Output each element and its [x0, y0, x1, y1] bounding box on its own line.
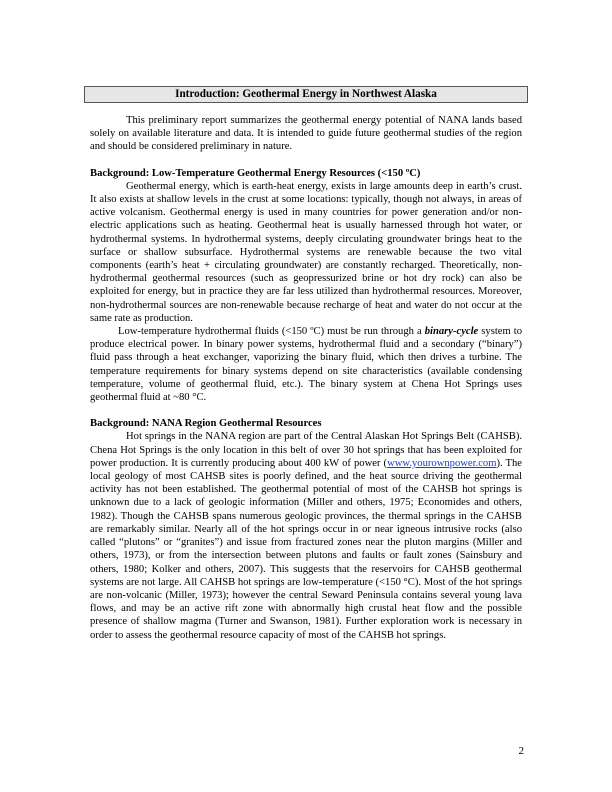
page-number: 2: [518, 745, 524, 757]
page-title: Introduction: Geothermal Energy in Northwest Alaska: [84, 86, 528, 103]
binary-text-after: system to produce electrical power. In binary power systems, hydrothermal fluid and a secondary (“binary”) fluid pass through a heat exchanger, vaporizing the binary fluid, which then drives a turbine. The temperature requirements for binary systems depend on site characteristics (available condensing temperature, volume of geothermal fluid, etc.). The binary system at Chena Hot Springs uses geothermal fluid at ~80 °C.: [90, 326, 522, 404]
intro-paragraph: This preliminary report summarizes the geothermal energy potential of NANA lands based solely on available literature and data. It is intended to guide future geothermal studies of the region and should be considered preliminary in nature.: [90, 115, 522, 153]
binary-text-before: Low-temperature hydrothermal fluids (<150 ºC) must be run through a: [118, 326, 425, 338]
yourownpower-link[interactable]: www.yourownpower.com: [387, 457, 497, 469]
nana-text-before: Hot springs in the NANA region are part of the Central Alaskan Hot Springs Belt (CAHSB). Chena Hot Springs is the only location in this belt of over 30 hot springs that has been exploited for power production. It is currently producing about 400 kW of power (: [90, 431, 522, 469]
section-heading-low-temperature: Background: Low-Temperature Geothermal Energy Resources (<150 ºC): [90, 167, 421, 179]
document-body: [90, 114, 522, 642]
nana-region-paragraph: [90, 430, 522, 641]
binary-cycle-term: binary-cycle: [424, 326, 479, 338]
low-temperature-paragraph-1: Geothermal energy, which is earth-heat energy, exists in large amounts deep in earth’s crust. It also exists at shallow levels in the crust at some locations: typically, though not always, in areas of active volcanism. Geothermal energy is used in many countries for power generation and/or non-electric applications such as heating. Geothermal heat is usually harnessed through hot water, or hydrothermal systems. In hydrothermal systems, deeply circulating groundwater brings heat to the surface or shallow subsurface. Hydrothermal systems are renewable because the two vital components (earth’s heat + circulating groundwater) are constantly recharged. Theoretically, non-hydrothermal geothermal resources (such as geopressurized brine or hot dry rock) can also be exploited for energy, but in practice they are far less utilized than hydrothermal resources. Moreover, non-hydrothermal sources are non-renewable because recharge of heat and water do not occur at the same rate as production.: [90, 180, 522, 324]
section-heading-nana-region: Background: NANA Region Geothermal Resources: [90, 418, 322, 430]
low-temperature-paragraph-2: [90, 325, 522, 404]
nana-text-after: ). The local geology of most CAHSB sites is poorly defined, and the heat source driving the geothermal activity has not been established. The geothermal potential of most of the CAHSB hot springs is unknown due to a lack of geologic information (Miller and others, 1975; Economides and others, 1982). Though the CAHSB spans numerous geologic provinces, the thermal springs in the CAHSB are remarkably similar. Nearly all of the hot springs occur in or near igneous intrusive rocks (also called “plutons” or “granites”) and issue from fractured zones near the pluton margins (Miller and others, 1973), or from the intersection between plutons and faults or fault zones (Sainsbury and others, 1980; Kolker and others, 2007). This suggests that the reservoirs for CAHSB geothermal systems are not large. All CAHSB hot springs are low-temperature (<150 °C). Most of the hot springs are non-volcanic (Miller, 1973); however the central Seward Peninsula contains several young lava flows, and may be an active rift zone with abnormally high crustal heat flow and the possible presence of shallow magma (Turner and Swanson, 1981). Further exploration work is necessary in order to assess the geothermal resource capacity of most of the CAHSB hot springs.: [90, 457, 522, 641]
